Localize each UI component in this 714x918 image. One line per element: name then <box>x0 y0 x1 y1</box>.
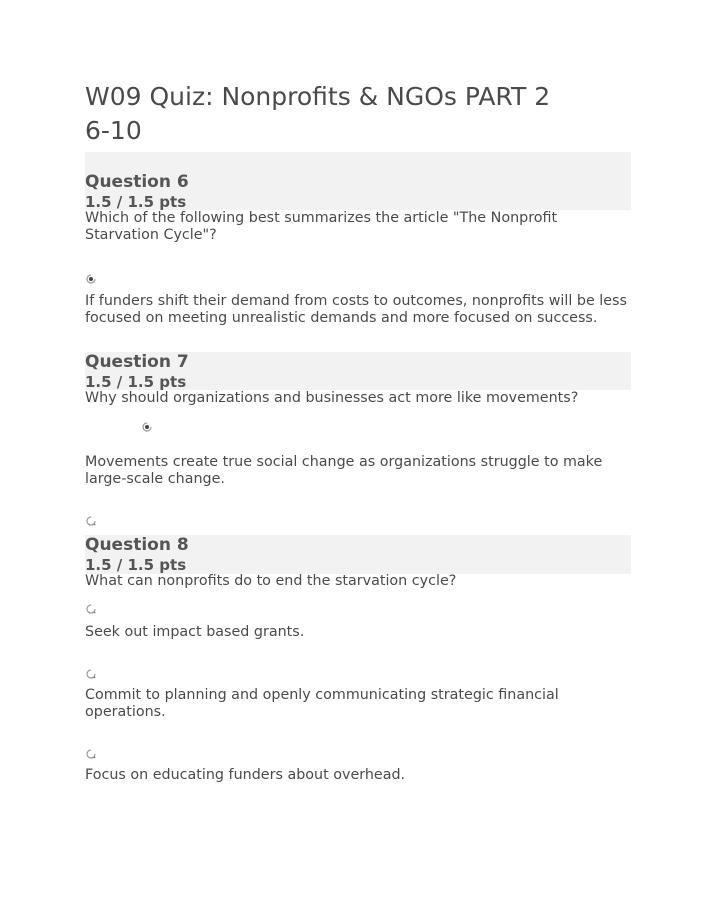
radio-unselected-icon <box>86 669 96 679</box>
question-8-answer-2-radio[interactable] <box>86 669 96 679</box>
question-6-answer-1: If funders shift their demand from costs to outcomes, nonprofits will be less focused on meeting unrealistic demands and more focused on success. <box>85 293 627 326</box>
question-8-answer-1: Seek out impact based grants. <box>85 624 305 640</box>
question-6-points: 1.5 / 1.5 pts <box>85 193 187 211</box>
question-7-radio-unselected[interactable] <box>86 516 96 526</box>
radio-selected-icon <box>86 274 96 284</box>
question-7-answer-1: Movements create true social change as organizations struggle to make large-scale change. <box>85 454 603 487</box>
radio-selected-icon <box>142 422 152 432</box>
question-8-prompt: What can nonprofits do to end the starvation cycle? <box>85 573 457 589</box>
question-7-points: 1.5 / 1.5 pts <box>85 373 187 391</box>
radio-unselected-icon <box>86 516 96 526</box>
page-title-line-1: W09 Quiz: Nonprofits & NGOs PART 2 <box>85 82 551 111</box>
question-7-prompt: Why should organizations and businesses act more like movements? <box>85 390 579 406</box>
question-7-answer-radio-selected[interactable] <box>142 422 152 432</box>
question-8-answer-1-radio[interactable] <box>86 604 96 614</box>
question-8-answer-3: Focus on educating funders about overhead. <box>85 767 406 783</box>
question-8-heading: Question 8 <box>85 535 189 555</box>
radio-unselected-icon <box>86 749 96 759</box>
question-8-points: 1.5 / 1.5 pts <box>85 556 187 574</box>
page-title-line-2: 6-10 <box>85 116 142 145</box>
question-8-answer-2: Commit to planning and openly communicating strategic financial operations. <box>85 687 559 720</box>
question-6-prompt: Which of the following best summarizes the article "The Nonprofit Starvation Cycle"? <box>85 210 558 243</box>
question-8-answer-3-radio[interactable] <box>86 749 96 759</box>
question-7-heading: Question 7 <box>85 352 189 372</box>
radio-unselected-icon <box>86 604 96 614</box>
question-6-answer-radio-selected[interactable] <box>86 274 96 284</box>
question-6-heading: Question 6 <box>85 172 189 192</box>
